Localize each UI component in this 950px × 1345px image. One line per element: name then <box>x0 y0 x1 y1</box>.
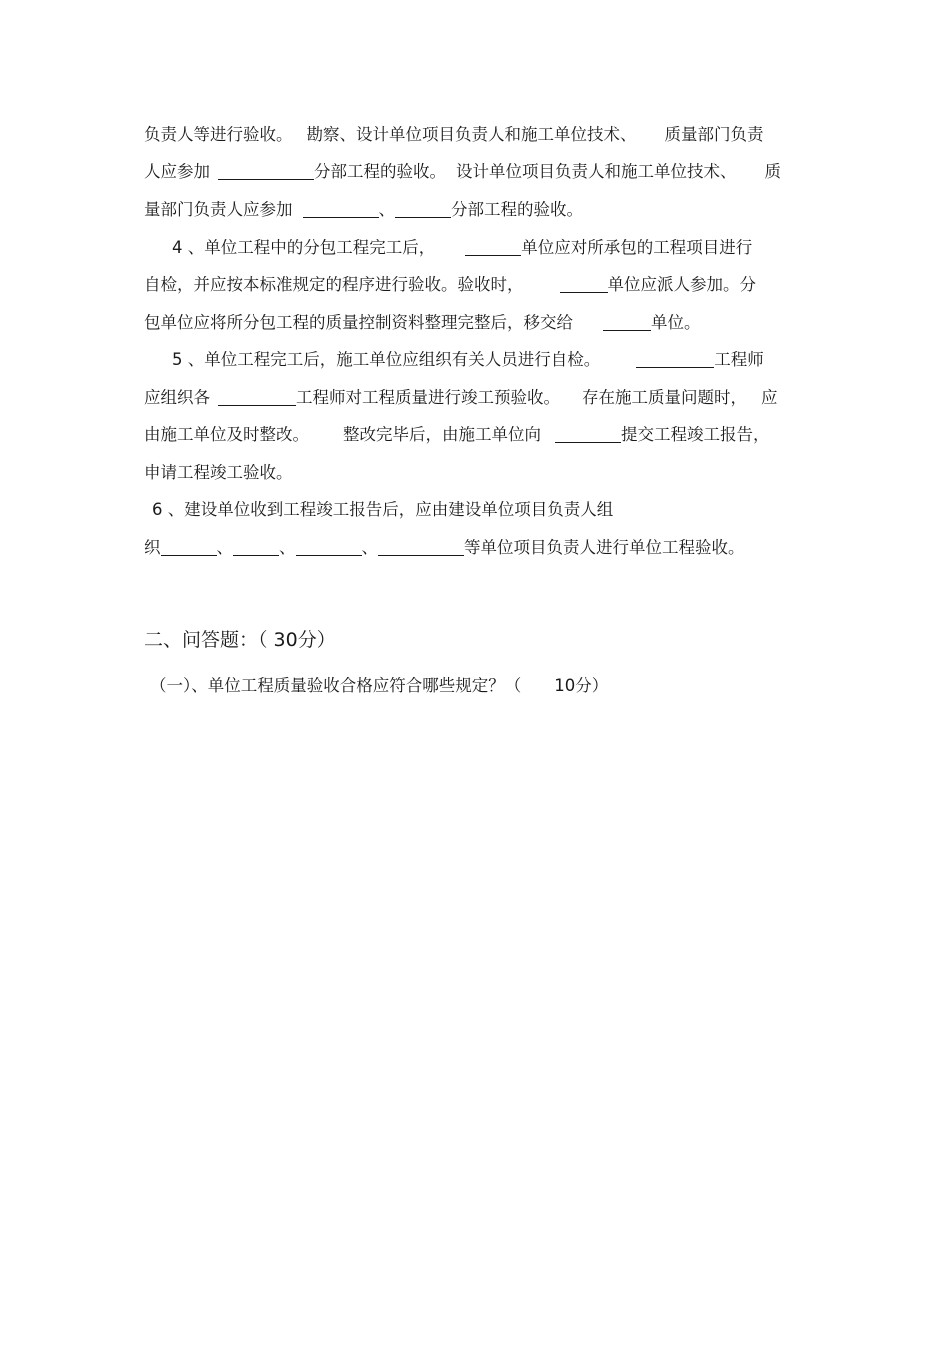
text-line <box>144 460 808 486</box>
text: 、 <box>378 200 395 219</box>
fill-blank[interactable] <box>296 537 362 556</box>
text: 量部门负责人应参加 <box>144 200 293 219</box>
fill-blank[interactable] <box>218 387 296 406</box>
fill-blank[interactable] <box>233 537 279 556</box>
fill-blank[interactable] <box>395 199 451 218</box>
text: 单位应对所承包的工程项目进行 <box>521 238 753 257</box>
text: 工程师对工程质量进行竣工预验收。 <box>296 388 560 407</box>
text: 提交工程竣工报告， <box>621 425 770 444</box>
text: 5 、单位工程完工后，施工单位应组织有关人员进行自检。 <box>172 350 601 369</box>
text-line <box>144 535 808 561</box>
text-line <box>144 272 808 298</box>
text: 分部工程的验收。 <box>451 200 583 219</box>
text: 工程师 <box>714 350 764 369</box>
text-line <box>144 310 808 336</box>
text: 人应参加 <box>144 162 210 181</box>
text: 由施工单位及时整改。 <box>144 425 309 444</box>
text-line <box>144 197 808 223</box>
text: 、 <box>216 538 233 557</box>
text: 质 <box>764 162 781 181</box>
fill-blank[interactable] <box>378 537 464 556</box>
question-text: （一）、单位工程质量验收合格应符合哪些规定？（ 10分） <box>150 676 609 695</box>
text: 负责人等进行验收。 <box>144 125 293 144</box>
text: 等单位项目负责人进行单位工程验收。 <box>464 538 745 557</box>
text: 4 、单位工程中的分包工程完工后， <box>172 238 436 257</box>
text: 单位。 <box>651 313 701 332</box>
text: 申请工程竣工验收。 <box>144 463 293 482</box>
text: 应组织各 <box>144 388 210 407</box>
question-5-line <box>172 347 836 373</box>
fill-blank[interactable] <box>303 199 379 218</box>
text: 自检，并应按本标准规定的程序进行验收。验收时， <box>144 275 524 294</box>
text-line <box>144 422 808 448</box>
text: 分部工程的验收。 <box>314 162 446 181</box>
text: 包单位应将所分包工程的质量控制资料整理完整后，移交给 <box>144 313 573 332</box>
fill-blank[interactable] <box>603 312 651 331</box>
text: 勘察、设计单位项目负责人和施工单位技术、 <box>306 125 637 144</box>
question-6-line <box>152 497 816 523</box>
text: 质量部门负责 <box>664 125 764 144</box>
text-line <box>144 385 808 411</box>
fill-blank[interactable] <box>161 537 217 556</box>
text: 设计单位项目负责人和施工单位技术、 <box>456 162 737 181</box>
text: 6 、建设单位收到工程竣工报告后，应由建设单位项目负责人组 <box>152 500 614 519</box>
section-title: 二、问答题：（ 30分） <box>144 629 336 651</box>
text-line <box>144 159 808 185</box>
fill-blank[interactable] <box>555 424 621 443</box>
text: 、 <box>279 538 296 557</box>
text-line <box>144 122 808 148</box>
text: 、 <box>361 538 378 557</box>
text: 单位应派人参加。分 <box>607 275 756 294</box>
text: 存在施工质量问题时， <box>582 388 747 407</box>
text: 整改完毕后，由施工单位向 <box>343 425 541 444</box>
fill-blank[interactable] <box>560 274 608 293</box>
fill-blank[interactable] <box>465 237 521 256</box>
text: 织 <box>144 538 161 557</box>
question-4-line <box>172 235 836 261</box>
fill-blank[interactable] <box>218 161 314 180</box>
text: 应 <box>761 388 778 407</box>
fill-blank[interactable] <box>636 349 714 368</box>
